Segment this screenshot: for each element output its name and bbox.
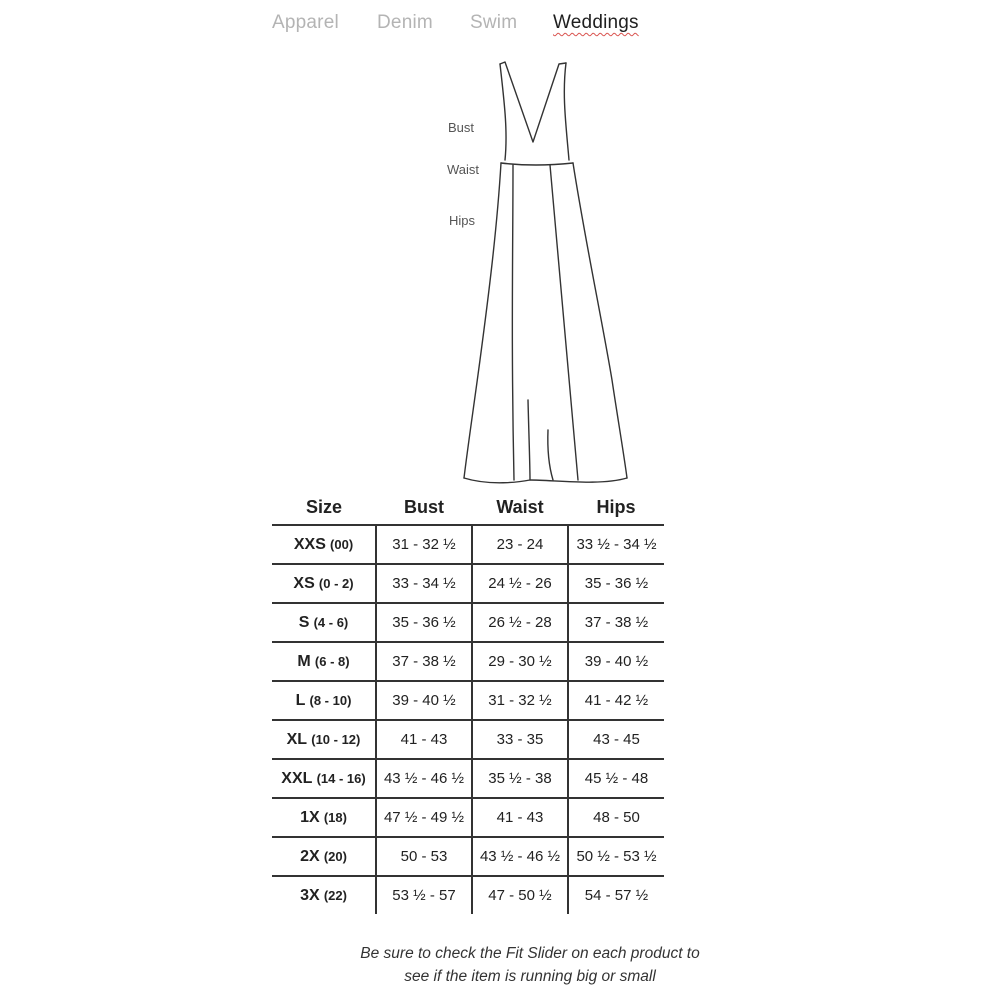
waist-cell: 23 - 24 xyxy=(472,525,568,564)
size-cell xyxy=(272,603,376,642)
size-numeric: (20) xyxy=(323,848,347,864)
bust-label: Bust xyxy=(448,120,475,135)
size-letter: XXS xyxy=(293,535,326,553)
size-letter: L xyxy=(295,691,306,709)
waist-cell: 41 - 43 xyxy=(472,798,568,837)
waist-cell: 33 - 35 xyxy=(472,720,568,759)
header-waist: Waist xyxy=(496,496,544,517)
hips-cell: 48 - 50 xyxy=(568,798,664,837)
table-row xyxy=(272,564,664,603)
header-bust: Bust xyxy=(404,496,444,517)
size-cell xyxy=(272,642,376,681)
size-chart-table xyxy=(272,490,664,914)
hips-cell: 33 ½ - 34 ½ xyxy=(568,525,664,564)
bust-cell: 41 - 43 xyxy=(376,720,472,759)
bust-cell: 35 - 36 ½ xyxy=(376,603,472,642)
waist-cell: 29 - 30 ½ xyxy=(472,642,568,681)
bust-cell: 33 - 34 ½ xyxy=(376,564,472,603)
table-row xyxy=(272,837,664,876)
table-row xyxy=(272,525,664,564)
table-header-row xyxy=(272,490,664,525)
size-cell xyxy=(272,564,376,603)
waist-cell: 26 ½ - 28 xyxy=(472,603,568,642)
dress-outline xyxy=(440,55,650,495)
hips-cell: 39 - 40 ½ xyxy=(568,642,664,681)
waist-cell: 35 ½ - 38 xyxy=(472,759,568,798)
size-cell xyxy=(272,720,376,759)
hips-cell: 37 - 38 ½ xyxy=(568,603,664,642)
size-letter: 2X xyxy=(300,847,320,865)
size-numeric: (18) xyxy=(323,809,347,825)
table-row xyxy=(272,681,664,720)
note-line-1: Be sure to check the Fit Slider on each product to xyxy=(360,945,700,962)
size-cell xyxy=(272,681,376,720)
waist-label: Waist xyxy=(447,162,480,177)
tab-weddings[interactable]: Weddings xyxy=(553,12,639,33)
hips-cell: 41 - 42 ½ xyxy=(568,681,664,720)
size-letter: 1X xyxy=(300,808,320,826)
tab-apparel[interactable]: Apparel xyxy=(272,12,339,33)
tab-denim[interactable]: Denim xyxy=(377,12,433,33)
waist-cell: 47 - 50 ½ xyxy=(472,876,568,914)
bust-cell: 37 - 38 ½ xyxy=(376,642,472,681)
hips-label: Hips xyxy=(449,213,476,228)
note-line-2: see if the item is running big or small xyxy=(404,968,656,985)
size-cell xyxy=(272,798,376,837)
size-numeric: (6 - 8) xyxy=(314,653,350,669)
size-letter: S xyxy=(298,613,310,631)
size-letter: XS xyxy=(293,574,315,592)
table-row xyxy=(272,603,664,642)
hips-cell: 50 ½ - 53 ½ xyxy=(568,837,664,876)
bust-cell: 53 ½ - 57 xyxy=(376,876,472,914)
bust-cell: 31 - 32 ½ xyxy=(376,525,472,564)
hips-cell: 35 - 36 ½ xyxy=(568,564,664,603)
header-hips: Hips xyxy=(596,496,636,517)
size-letter: 3X xyxy=(300,886,320,904)
size-cell xyxy=(272,876,376,914)
waist-cell: 24 ½ - 26 xyxy=(472,564,568,603)
bust-cell: 43 ½ - 46 ½ xyxy=(376,759,472,798)
bust-cell: 39 - 40 ½ xyxy=(376,681,472,720)
waist-cell: 43 ½ - 46 ½ xyxy=(472,837,568,876)
size-letter: M xyxy=(297,652,311,670)
hips-cell: 45 ½ - 48 xyxy=(568,759,664,798)
size-numeric: (8 - 10) xyxy=(309,692,352,708)
fit-slider-note xyxy=(300,942,760,988)
size-cell xyxy=(272,837,376,876)
hips-cell: 43 - 45 xyxy=(568,720,664,759)
hips-cell: 54 - 57 ½ xyxy=(568,876,664,914)
bust-cell: 47 ½ - 49 ½ xyxy=(376,798,472,837)
bust-cell: 50 - 53 xyxy=(376,837,472,876)
table-row xyxy=(272,759,664,798)
size-letter: XL xyxy=(286,730,308,748)
size-letter: XXL xyxy=(281,769,313,787)
size-numeric: (22) xyxy=(323,887,347,903)
table-row xyxy=(272,798,664,837)
size-numeric: (4 - 6) xyxy=(313,614,349,630)
size-cell xyxy=(272,525,376,564)
size-numeric: (10 - 12) xyxy=(311,731,361,747)
table-row xyxy=(272,876,664,914)
size-numeric: (00) xyxy=(330,536,354,552)
header-size: Size xyxy=(305,496,343,517)
tab-swim[interactable]: Swim xyxy=(470,12,518,33)
table-row xyxy=(272,720,664,759)
size-numeric: (0 - 2) xyxy=(318,575,354,591)
table-row xyxy=(272,642,664,681)
size-cell xyxy=(272,759,376,798)
waist-cell: 31 - 32 ½ xyxy=(472,681,568,720)
size-numeric: (14 - 16) xyxy=(316,770,366,786)
